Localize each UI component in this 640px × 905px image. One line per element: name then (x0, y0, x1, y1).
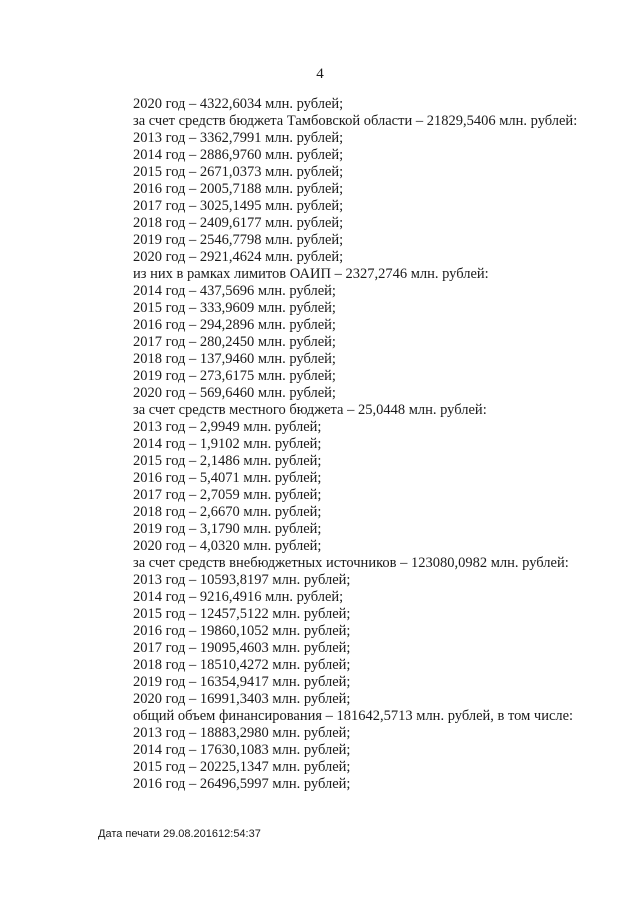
text-line: 2019 год – 2546,7798 млн. рублей; (133, 232, 344, 248)
text-line: 2013 год – 2,9949 млн. рублей; (133, 419, 322, 435)
text-line: 2018 год – 137,9460 млн. рублей; (133, 351, 336, 367)
text-line: 2019 год – 3,1790 млн. рублей; (133, 521, 322, 537)
text-line: 2015 год – 20225,1347 млн. рублей; (133, 759, 351, 775)
text-line: 2016 год – 294,2896 млн. рублей; (133, 317, 336, 333)
document-body (133, 96, 613, 793)
text-line: за счет средств местного бюджета – 25,0448 млн. рублей: (133, 402, 487, 418)
text-line: за счет средств бюджета Тамбовской области – 21829,5406 млн. рублей: (133, 113, 578, 129)
text-line: 2016 год – 5,4071 млн. рублей; (133, 470, 322, 486)
text-line: 2020 год – 16991,3403 млн. рублей; (133, 691, 351, 707)
text-line: 2018 год – 2409,6177 млн. рублей; (133, 215, 344, 231)
text-line: 2017 год – 2,7059 млн. рублей; (133, 487, 322, 503)
text-line: 2020 год – 4322,6034 млн. рублей; (133, 96, 344, 112)
text-line: 2020 год – 2921,4624 млн. рублей; (133, 249, 344, 265)
text-line: 2014 год – 17630,1083 млн. рублей; (133, 742, 351, 758)
text-line: общий объем финансирования – 181642,5713 млн. рублей, в том числе: (133, 708, 574, 724)
text-line: 2017 год – 3025,1495 млн. рублей; (133, 198, 344, 214)
print-date-footer: Дата печати 29.08.201612:54:37 (98, 828, 261, 840)
text-line: 2020 год – 569,6460 млн. рублей; (133, 385, 336, 401)
text-line: 2020 год – 4,0320 млн. рублей; (133, 538, 322, 554)
text-line: 2015 год – 2,1486 млн. рублей; (133, 453, 322, 469)
text-line: 2018 год – 18510,4272 млн. рублей; (133, 657, 351, 673)
text-line: 2016 год – 2005,7188 млн. рублей; (133, 181, 344, 197)
text-line: 2014 год – 2886,9760 млн. рублей; (133, 147, 344, 163)
text-line: 2013 год – 3362,7991 млн. рублей; (133, 130, 344, 146)
text-line: 2014 год – 1,9102 млн. рублей; (133, 436, 322, 452)
text-line: из них в рамках лимитов ОАИП – 2327,2746 млн. рублей: (133, 266, 489, 282)
text-line: 2015 год – 2671,0373 млн. рублей; (133, 164, 344, 180)
text-line: 2019 год – 273,6175 млн. рублей; (133, 368, 336, 384)
text-line: за счет средств внебюджетных источников – 123080,0982 млн. рублей: (133, 555, 569, 571)
text-line: 2017 год – 19095,4603 млн. рублей; (133, 640, 351, 656)
text-line: 2016 год – 26496,5997 млн. рублей; (133, 776, 351, 792)
text-line: 2013 год – 18883,2980 млн. рублей; (133, 725, 351, 741)
text-line: 2014 год – 9216,4916 млн. рублей; (133, 589, 344, 605)
text-line: 2018 год – 2,6670 млн. рублей; (133, 504, 322, 520)
text-line: 2015 год – 333,9609 млн. рублей; (133, 300, 336, 316)
text-line: 2014 год – 437,5696 млн. рублей; (133, 283, 336, 299)
text-line: 2015 год – 12457,5122 млн. рублей; (133, 606, 351, 622)
text-line: 2019 год – 16354,9417 млн. рублей; (133, 674, 351, 690)
page-number: 4 (316, 66, 324, 82)
text-line: 2017 год – 280,2450 млн. рублей; (133, 334, 336, 350)
text-line: 2016 год – 19860,1052 млн. рублей; (133, 623, 351, 639)
text-line: 2013 год – 10593,8197 млн. рублей; (133, 572, 351, 588)
